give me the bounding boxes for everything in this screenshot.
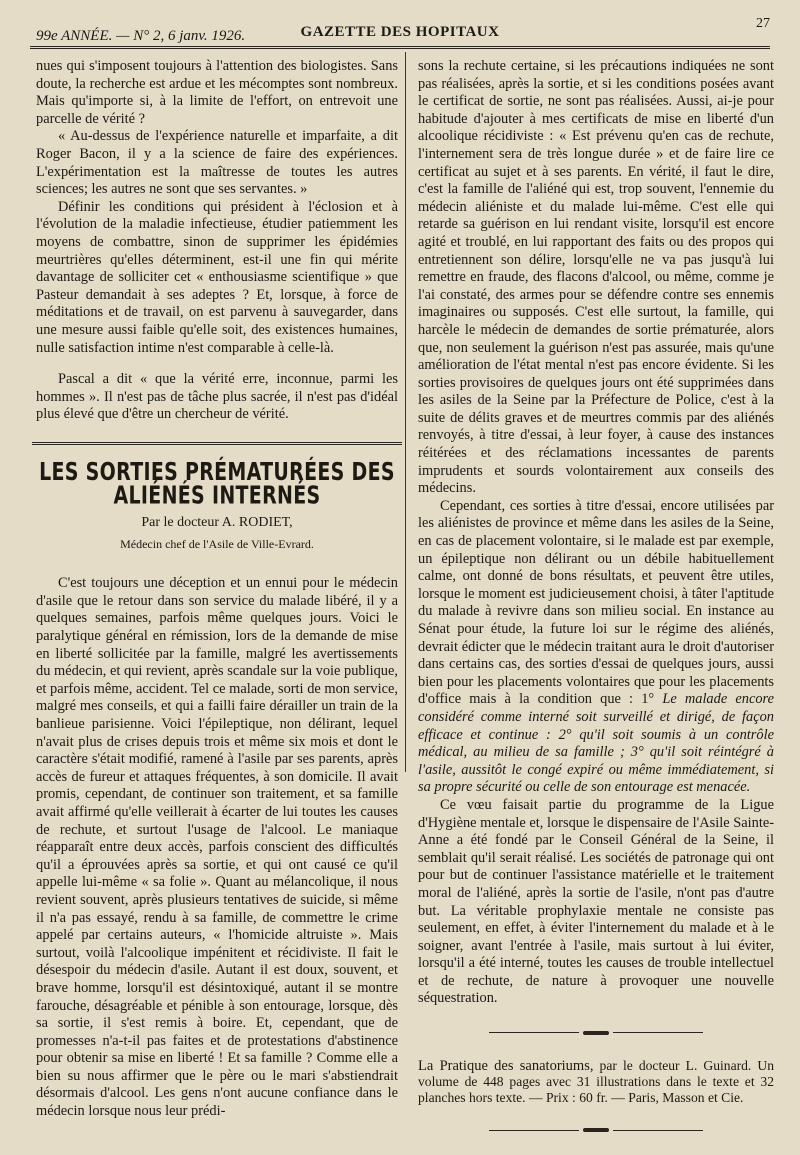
book-details: par le docteur L. Guinard. Un volume de 448 pages avec 31 illustrations dans le texte et 32 planches hors texte. — Prix : 60 fr. — Paris, Masson et Cie.	[418, 1057, 774, 1105]
ornament-divider	[418, 1024, 774, 1042]
article-title: LES SORTIES PRÉMATURÉES DES ALIÉNÉS INTERNÉS	[39, 457, 395, 510]
paragraph: Pascal a dit « que la vérité erre, inconnue, parmi les hommes ». Il n'est pas de tâche plus sacrée, il n'est pas d'idéal plus élevé que d'être un chercheur de vérité.	[36, 371, 398, 423]
publication-title: GAZETTE DES HOPITAUX	[300, 24, 500, 40]
paragraph	[418, 498, 774, 797]
book-review	[418, 1058, 774, 1106]
paragraph: sons la rechute certaine, si les précautions indiquées ne sont pas réalisées, après la sortie, et si les conditions posées avant le certificat de sortie, ne sont pas réalisées. Aussi, ai-je pour habitude d'ajouter à mes certificats de mise en liberté d'un alcoolique récidiviste : « Est prévenu qu'en cas de rechute, l'internement sera de très longue durée » et de faire lire ce certificat au sujet et à ses parents. En vérité, il faut le dire, c'est la famille de l'aliéné qui est, trop souvent, l'ennemie du médecin aliéniste et du malade lui-même. C'est elle qui retarde sa guérison en lui rendant visite, lorsqu'il est encore agité et troublé, en lui rapportant des faits ou des propos qui entretiennent son délire, lorsqu'elle ne va pas jusqu'à lui remettre en fraude, des flacons d'alcool, ou même, comme je l'ai constaté, des armes pour se défendre contre ses ennemis imaginaires ou supposés. C'est elle surtout, la famille, qui harcèle le médecin de demandes de sortie prématurée, alors que, non seulement la guérison n'est pas assurée, mais qu'une amélioration de l'état mental n'est pas encore évidente. Si les sorties provisoires de quelques jours ont été supprimées dans les asiles de la Seine par la Préfecture de Police, c'est à la suite de délits graves et de meurtres commis par des aliénés renvoyés, à titre d'essai, à leur foyer, à cause des instances réitérées et des réclamations incessantes de parents imprudents et sourds volontairement aux conseils des médecins.	[418, 58, 774, 497]
book-title: La Pratique des sanatoriums,	[418, 1057, 594, 1074]
ornament-divider-bottom	[418, 1122, 774, 1140]
right-column	[418, 58, 774, 1155]
page-number: 27	[756, 16, 770, 31]
paragraph: Ce vœu faisait partie du programme de la Ligue d'Hygiène mentale et, lorsque le dispensaire de l'Asile Sainte-Anne a été fondé par le Conseil Général de la Seine, il semblait qu'il serait réalisé. Les sociétés de patronage qui ont pour but de continuer l'assistance matérielle et le traitement moral de l'aliéné, après la sortie de l'asile, n'ont pas d'autre but. La véritable prophylaxie mentale ne consiste pas seulement, en effet, à éviter l'internement du malade et à le soigner, avant l'entrée à l'asile, mais surtout à lui éviter, lorsqu'il a été interné, toutes les causes de trouble intellectuel et de rechute, de nature à provoquer une nouvelle séquestration.	[418, 796, 774, 1007]
author-affiliation: Médecin chef de l'Asile de Ville-Evrard.	[120, 536, 314, 551]
paragraph: « Au-dessus de l'expérience naturelle et imparfaite, a dit Roger Bacon, il y a la science de faire des expériences. L'expérimentation est la maîtresse de toutes les autres sciences; les autres ne sont que ses servantes. »	[36, 128, 398, 198]
column-divider	[405, 52, 406, 772]
left-column	[36, 58, 398, 1121]
page-header	[30, 14, 770, 48]
section-rule	[32, 442, 402, 445]
header-rule	[30, 46, 770, 49]
paragraph: C'est toujours une déception et un ennui pour le médecin d'asile que le retour dans son service du malade libéré, il y a quelques semaines, parfois même quelques jours. Voici le paralytique général en rémission, lors de la demande de mise en liberté sollicitée par la famille, malgré les avertissements du médecin, et qui revient, après scandale sur la voie publique, et parfois même, accident. Tel ce malade, sorti de mon service, malgré mes conseils, et qui a failli faire dérailler un train de la banlieue parisienne. Voici l'épileptique, non délirant, lequel n'avait plus de crises depuis trois et même six mois et dont le caractère s'était modifié, ramené à l'asile par ses parents, après accès de fureur et attaques fréquentes, à son domicile. Il avait promis, cependant, de continuer son traitement, et sa famille avait affirmé qu'elle veillerait à écarter de lui toutes les causes de rechute, et surtout l'usage de l'alcool. Le maniaque réapparaît entre deux accès, parfois conscient des difficultés qu'il a éprouvées après sa sortie, et qui ont causé ce qu'il appelle lui-même « sa folie ». Quant au mélancolique, il nous revient souvent, après plusieurs tentatives de suicide, si même il n'a pas essayé, rendu à sa famille, de commettre le crime appelé par certains auteurs, « l'homicide altruiste ». Mais surtout, voilà l'alcoolique impénitent et récidiviste. Il fait le désespoir du médecin d'asile. Autant il est doux, souvent, et brave homme, lorsqu'il est désintoxiqué, autant il se montre farouche, désagréable et pénible à son entourage, lorsque, dès sa sortie, il s'est remis à boire. Et, cependant, que de promesses n'a-t-il pas faites et de protestations d'abstinence pour obtenir sa mise en liberté ! Et sa famille ? Comme elle a bien su nous affirmer que le père ou le mari s'abstiendrait désormais d'alcool. Les gens n'ont aucune confiance dans le médecin lorsque nous leur prédi-	[36, 575, 398, 1120]
issue-info: 99e ANNÉE. — N° 2, 6 janv. 1926.	[36, 28, 246, 44]
paragraph: nues qui s'imposent toujours à l'attention des biologistes. Sans doute, la recherche est ardue et les mécomptes sont nombreux. Mais qu'importe si, à la limite de l'effort, on entrevoit une parcelle de vérité ?	[36, 58, 398, 127]
italic-conditions: Le malade encore considéré comme interné soit surveillé et dirigé, de façon efficace et continue : 2° qu'il soit soumis à un contrôle médical, au milieu de sa famille ; 3° qu'il soit réintégré à l'asile, aussitôt le congé expiré ou même immédiatement, si sa propre sécurité ou celle de son entourage est menacée.	[418, 691, 774, 796]
article-byline: Par le docteur A. RODIET,	[141, 515, 293, 531]
paragraph: Définir les conditions qui président à l'éclosion et à l'évolution de la maladie infectieuse, étudier patiemment les moyens de combattre, sinon de supprimer les épidémies meurtrières qu'elles déterminent, est-il une fin qui mérite davantage de solliciter cet « enthousiasme scientifique » que Pasteur demandait à ses adeptes ? Et, lorsque, à force de méditations et de travail, on est parvenu à sauvegarder, dans une mesure aussi faible qu'elle soit, des existences humaines, nulle satisfaction intime n'est comparable à celle-là.	[36, 198, 398, 356]
paragraph-text: Cependant, ces sorties à titre d'essai, encore utilisées par les aliénistes de province et même dans les asiles de la Seine, en cas de placement volontaire, si le malade est par exemple, un épileptique non délirant ou un débile habituellement calme, ont donné de bons résultats, et peuvent être utiles, lorsque le moment est judicieusement choisi, à tâter l'aptitude du malade à revivre dans son milieu social. En instance au Sénat pour étude, la future loi sur le régime des aliénés, devrait édicter que le médecin traitant aura le droit d'autoriser dans certains cas, des sorties d'essai de quelques jours, aussi bien pour les placements volontaires que pour les placements d'office mais à la condition que : 1°	[418, 497, 774, 708]
